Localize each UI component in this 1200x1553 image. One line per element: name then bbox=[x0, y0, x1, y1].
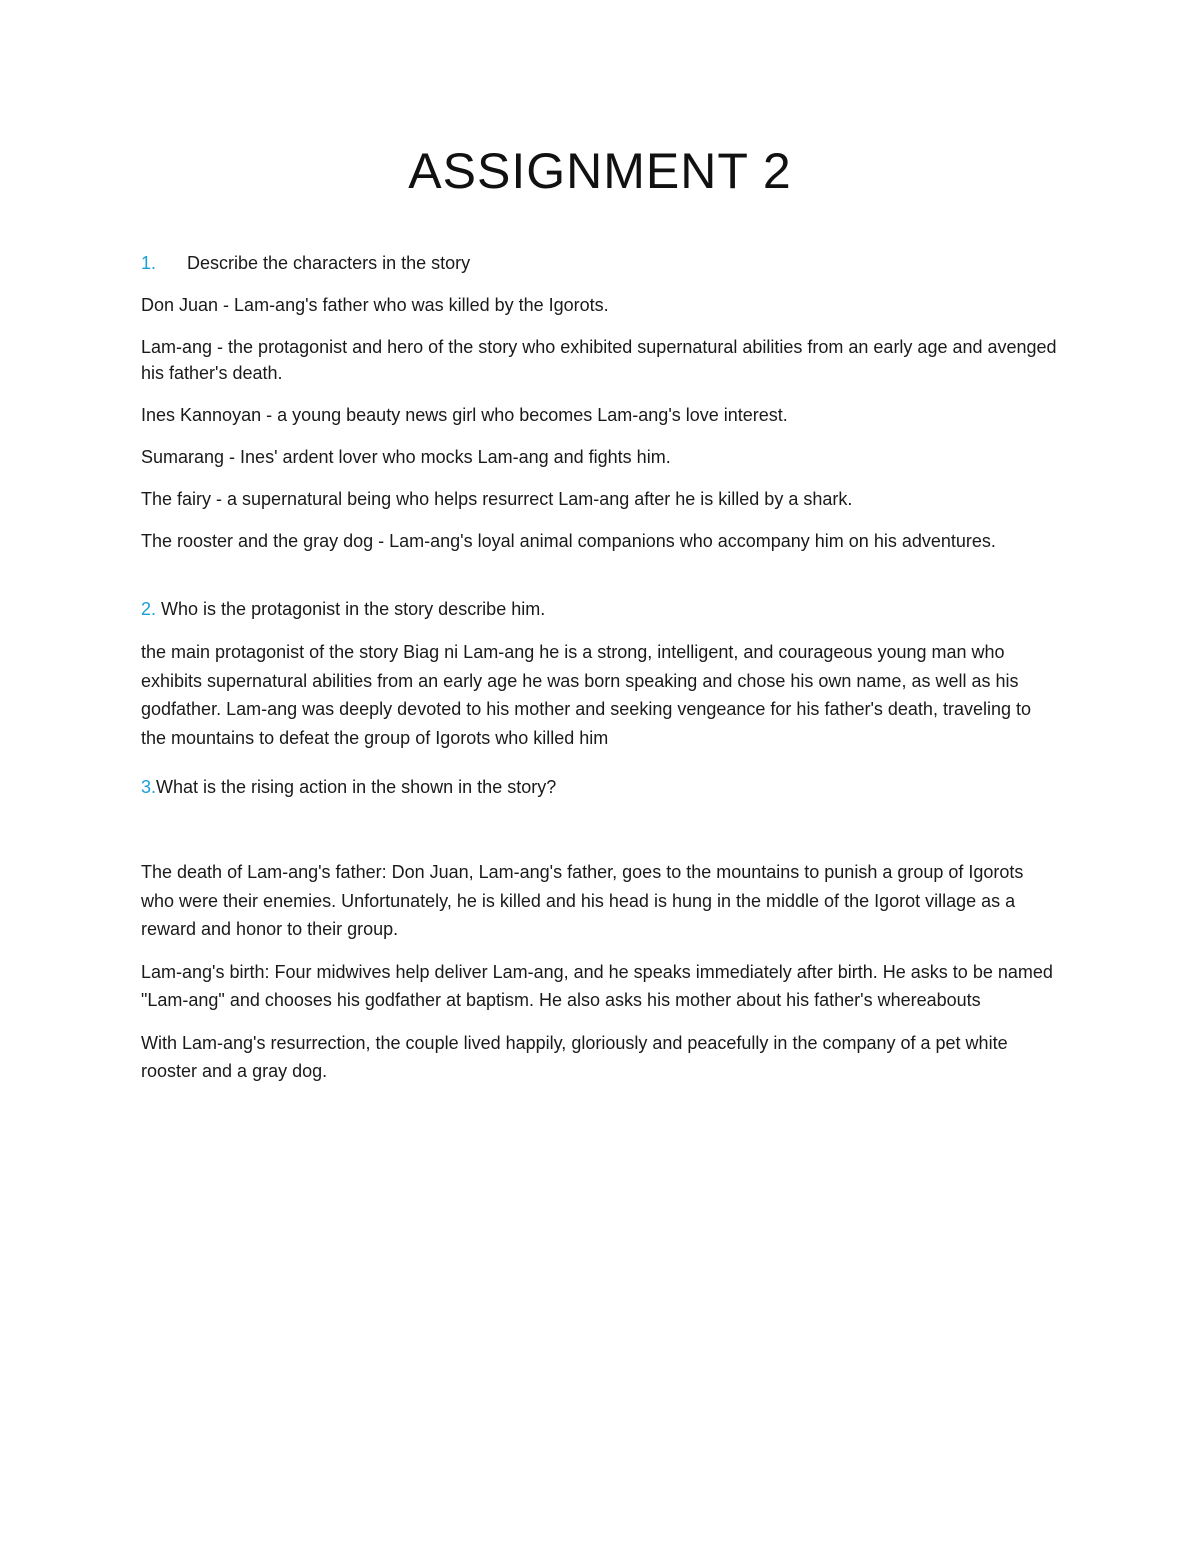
question-number: 3. bbox=[141, 777, 157, 797]
question-3 bbox=[141, 774, 1061, 800]
question-1 bbox=[141, 250, 1061, 276]
answer-3-paragraph-1: The death of Lam-ang's father: Don Juan, Lam-ang's father, goes to the mountains to punish a group of Igorots who were their enemies. Unfortunately, he is killed and his head is hung in the middle of the Igorot village as a reward and honor to their group. bbox=[141, 862, 1024, 939]
page-title: ASSIGNMENT 2 bbox=[408, 143, 792, 199]
character-lam-ang: Lam-ang - the protagonist and hero of the story who exhibited supernatural abilities from an early age and avenged his father's death. bbox=[141, 337, 1057, 383]
character-don-juan: Don Juan - Lam-ang's father who was killed by the Igorots. bbox=[141, 295, 609, 315]
question-text: Describe the characters in the story bbox=[187, 253, 471, 273]
answer-3-paragraph-3: With Lam-ang's resurrection, the couple lived happily, gloriously and peacefully in the company of a pet white rooster and a gray dog. bbox=[141, 1032, 1008, 1081]
question-text: Who is the protagonist in the story describe him. bbox=[161, 599, 546, 619]
question-number: 1. bbox=[141, 253, 157, 273]
character-rooster-dog: The rooster and the gray dog - Lam-ang's loyal animal companions who accompany him on his adventures. bbox=[141, 531, 996, 551]
question-number: 2. bbox=[141, 599, 157, 619]
answer-2: the main protagonist of the story Biag ni Lam-ang he is a strong, intelligent, and courageous young man who exhibits supernatural abilities from an early age he was born speaking and chose his own name, as well as his godfather. Lam-ang was deeply devoted to his mother and seeking vengeance for his father's death, traveling to the mountains to defeat the group of Igorots who killed him bbox=[141, 642, 1031, 748]
character-sumarang: Sumarang - Ines' ardent lover who mocks Lam-ang and fights him. bbox=[141, 447, 671, 467]
character-fairy: The fairy - a supernatural being who helps resurrect Lam-ang after he is killed by a shark. bbox=[141, 489, 853, 509]
question-text: What is the rising action in the shown in the story? bbox=[156, 777, 557, 797]
character-ines: Ines Kannoyan - a young beauty news girl who becomes Lam-ang's love interest. bbox=[141, 405, 788, 425]
question-2 bbox=[141, 596, 1061, 622]
document-body bbox=[141, 250, 1061, 1086]
answer-3-paragraph-2: Lam-ang's birth: Four midwives help deliver Lam-ang, and he speaks immediately after birth. He asks to be named "Lam-ang" and chooses his godfather at baptism. He also asks his mother about his father's whereabouts bbox=[141, 961, 1053, 1010]
